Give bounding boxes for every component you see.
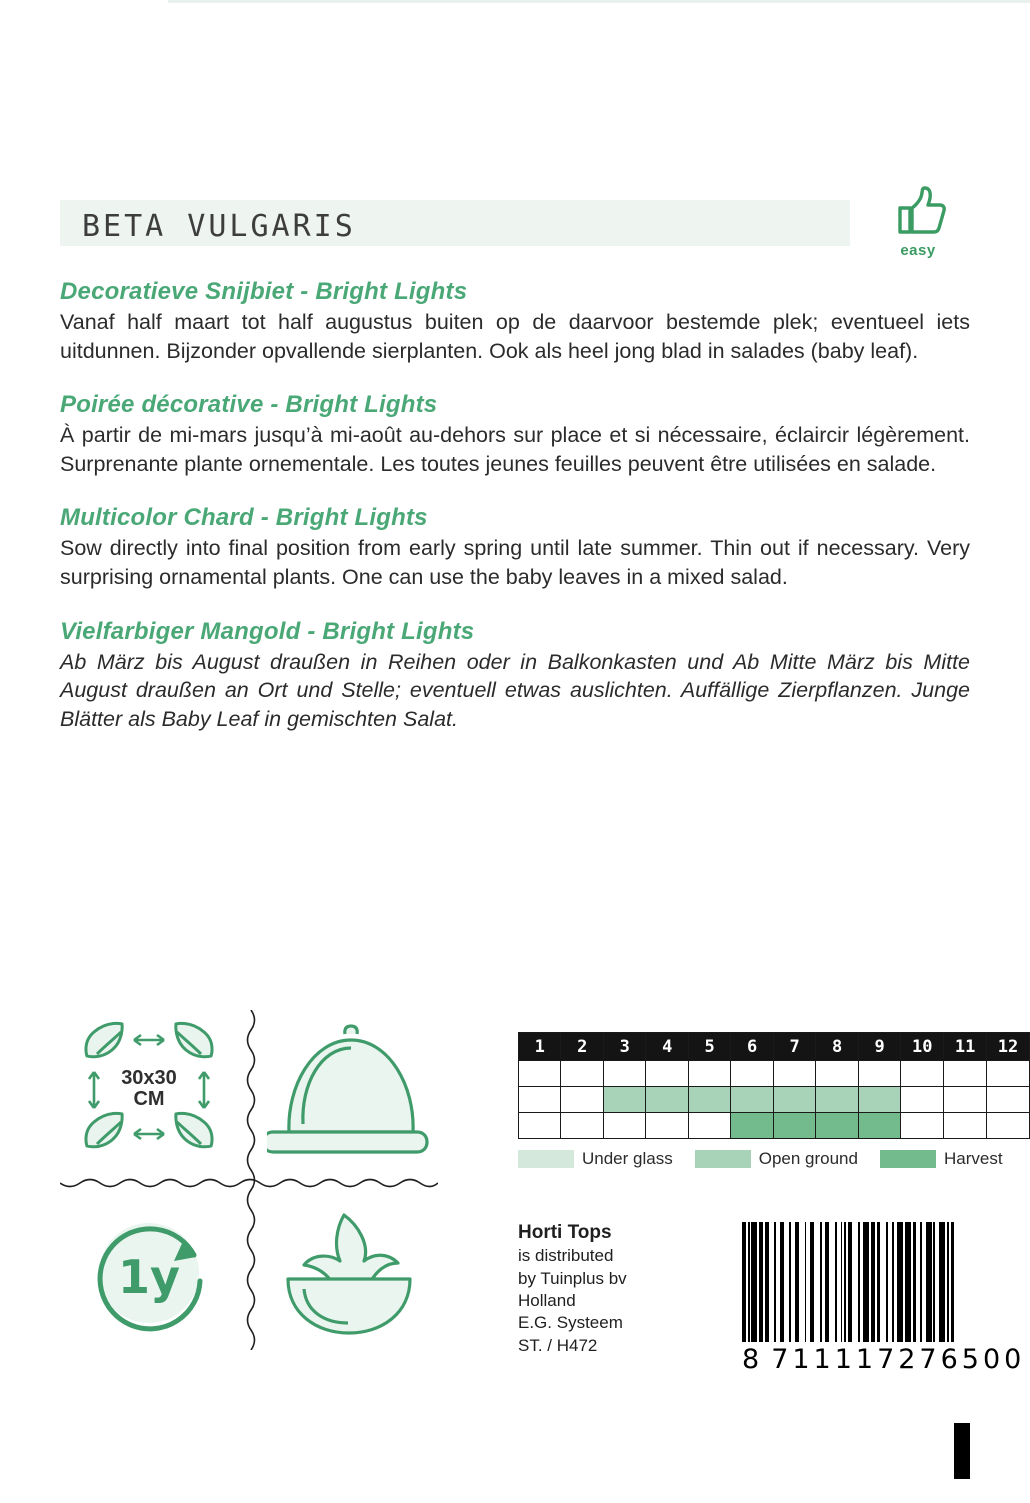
description-block-fr	[60, 391, 970, 478]
easy-label: easy	[900, 242, 936, 259]
month-cell: 7	[773, 1033, 815, 1061]
block-text-de: Ab März bis August draußen in Reihen oder in Balkonkasten und Ab Mitte März bis Mitte August draußen an Ort und Stelle; eventuell etwas auslichten. Auffällige Zierpflanzen. Junge Blätter als Baby Leaf in gemischten Salat.	[60, 649, 970, 731]
distributor-info	[518, 1220, 718, 1357]
legend-swatch-under-glass	[518, 1150, 574, 1168]
legend-swatch-open-ground	[695, 1150, 751, 1168]
barcode-digits: 711117276500	[771, 1344, 1026, 1375]
block-title-fr: Poirée décorative - Bright Lights	[60, 391, 438, 419]
legend-item-under-glass	[518, 1149, 673, 1169]
calendar-row-open-ground	[519, 1087, 1030, 1113]
month-cell: 11	[944, 1033, 987, 1061]
distributor-line-3: Holland	[518, 1290, 576, 1310]
distributor-line-4: E.G. Systeem	[518, 1313, 623, 1333]
top-divider	[168, 0, 1030, 3]
block-title-de: Vielfarbiger Mangold - Bright Lights	[60, 617, 475, 645]
sowing-calendar	[518, 1032, 1030, 1169]
icon-cell-cloche	[260, 1010, 438, 1170]
block-title-en: Multicolor Chard - Bright Lights	[60, 504, 428, 532]
cloche-icon	[267, 1016, 431, 1164]
wavy-divider-horizontal	[60, 1176, 438, 1190]
calendar-legend	[518, 1149, 1030, 1169]
block-text-fr: À partir de mi-mars jusqu’à mi-août au-dehors sur place et si nécessaire, éclaircir légèrement. Surprenante plante ornementale. Les toutes jeunes feuilles peuvent être utilisées en salade.	[60, 423, 970, 476]
legend-label-under-glass: Under glass	[582, 1149, 673, 1168]
barcode	[742, 1222, 1030, 1375]
company-name: Horti Tops	[518, 1222, 612, 1243]
barcode-number	[742, 1344, 1030, 1375]
legend-label-open-ground: Open ground	[758, 1149, 858, 1168]
description-block-de	[60, 618, 970, 734]
month-cell: 3	[603, 1033, 645, 1061]
distributor-line-1: is distributed	[518, 1246, 614, 1266]
block-text-en: Sow directly into final position from early spring until late summer. Thin out if necessary. Very surprising ornamental plants. One can use the baby leaves in a mixed salad.	[60, 536, 970, 589]
month-cell: 10	[901, 1033, 944, 1061]
seed-viability-icon	[66, 1195, 232, 1345]
title-bar	[60, 200, 970, 259]
calendar-row-under-glass	[519, 1061, 1030, 1087]
calendar-row-harvest	[519, 1113, 1030, 1139]
month-cell: 1	[519, 1033, 561, 1061]
print-registration-mark	[954, 1423, 970, 1479]
month-cell: 5	[688, 1033, 730, 1061]
icon-cell-salad	[260, 1190, 438, 1350]
month-cell: 9	[858, 1033, 900, 1061]
month-cell: 2	[561, 1033, 603, 1061]
calendar-header-row	[519, 1033, 1030, 1061]
footer	[518, 1220, 1030, 1375]
block-title-nl: Decoratieve Snijbiet - Bright Lights	[60, 278, 468, 305]
spacing-value: 30x30 CM	[121, 1067, 177, 1110]
distributor-line-5: ST. / H472	[518, 1335, 598, 1355]
description-block-nl	[60, 278, 970, 365]
description-block-en	[60, 504, 970, 591]
legend-item-open-ground	[695, 1149, 858, 1169]
legend-item-harvest	[880, 1149, 1003, 1169]
icon-cell-spacing	[60, 1010, 238, 1170]
barcode-bars	[742, 1222, 1030, 1342]
legend-label-harvest: Harvest	[943, 1149, 1003, 1168]
icon-cell-viability	[60, 1190, 238, 1350]
barcode-digit: 8	[742, 1344, 764, 1375]
thumbs-up-icon	[888, 184, 948, 240]
easy-badge	[866, 184, 970, 259]
legend-swatch-harvest	[880, 1150, 936, 1168]
seed-packet-back	[60, 200, 970, 733]
calendar-table	[518, 1032, 1030, 1139]
month-cell: 12	[987, 1033, 1030, 1061]
distributor-line-2: by Tuinplus bv	[518, 1268, 627, 1288]
icon-grid	[60, 1010, 438, 1350]
svg-text:1y: 1y	[118, 1250, 180, 1304]
page-title: BETA VULGARIS	[82, 208, 356, 244]
month-cell: 8	[816, 1033, 858, 1061]
month-cell: 6	[731, 1033, 773, 1061]
month-cell: 4	[646, 1033, 688, 1061]
salad-bowl-icon	[266, 1195, 432, 1345]
block-text-nl: Vanaf half maart tot half augustus buiten op de daarvoor bestemde plek; eventueel iets uitdunnen. Bijzonder opvallende sierplanten. Ook als heel jong blad in salades (baby leaf).	[60, 310, 970, 363]
